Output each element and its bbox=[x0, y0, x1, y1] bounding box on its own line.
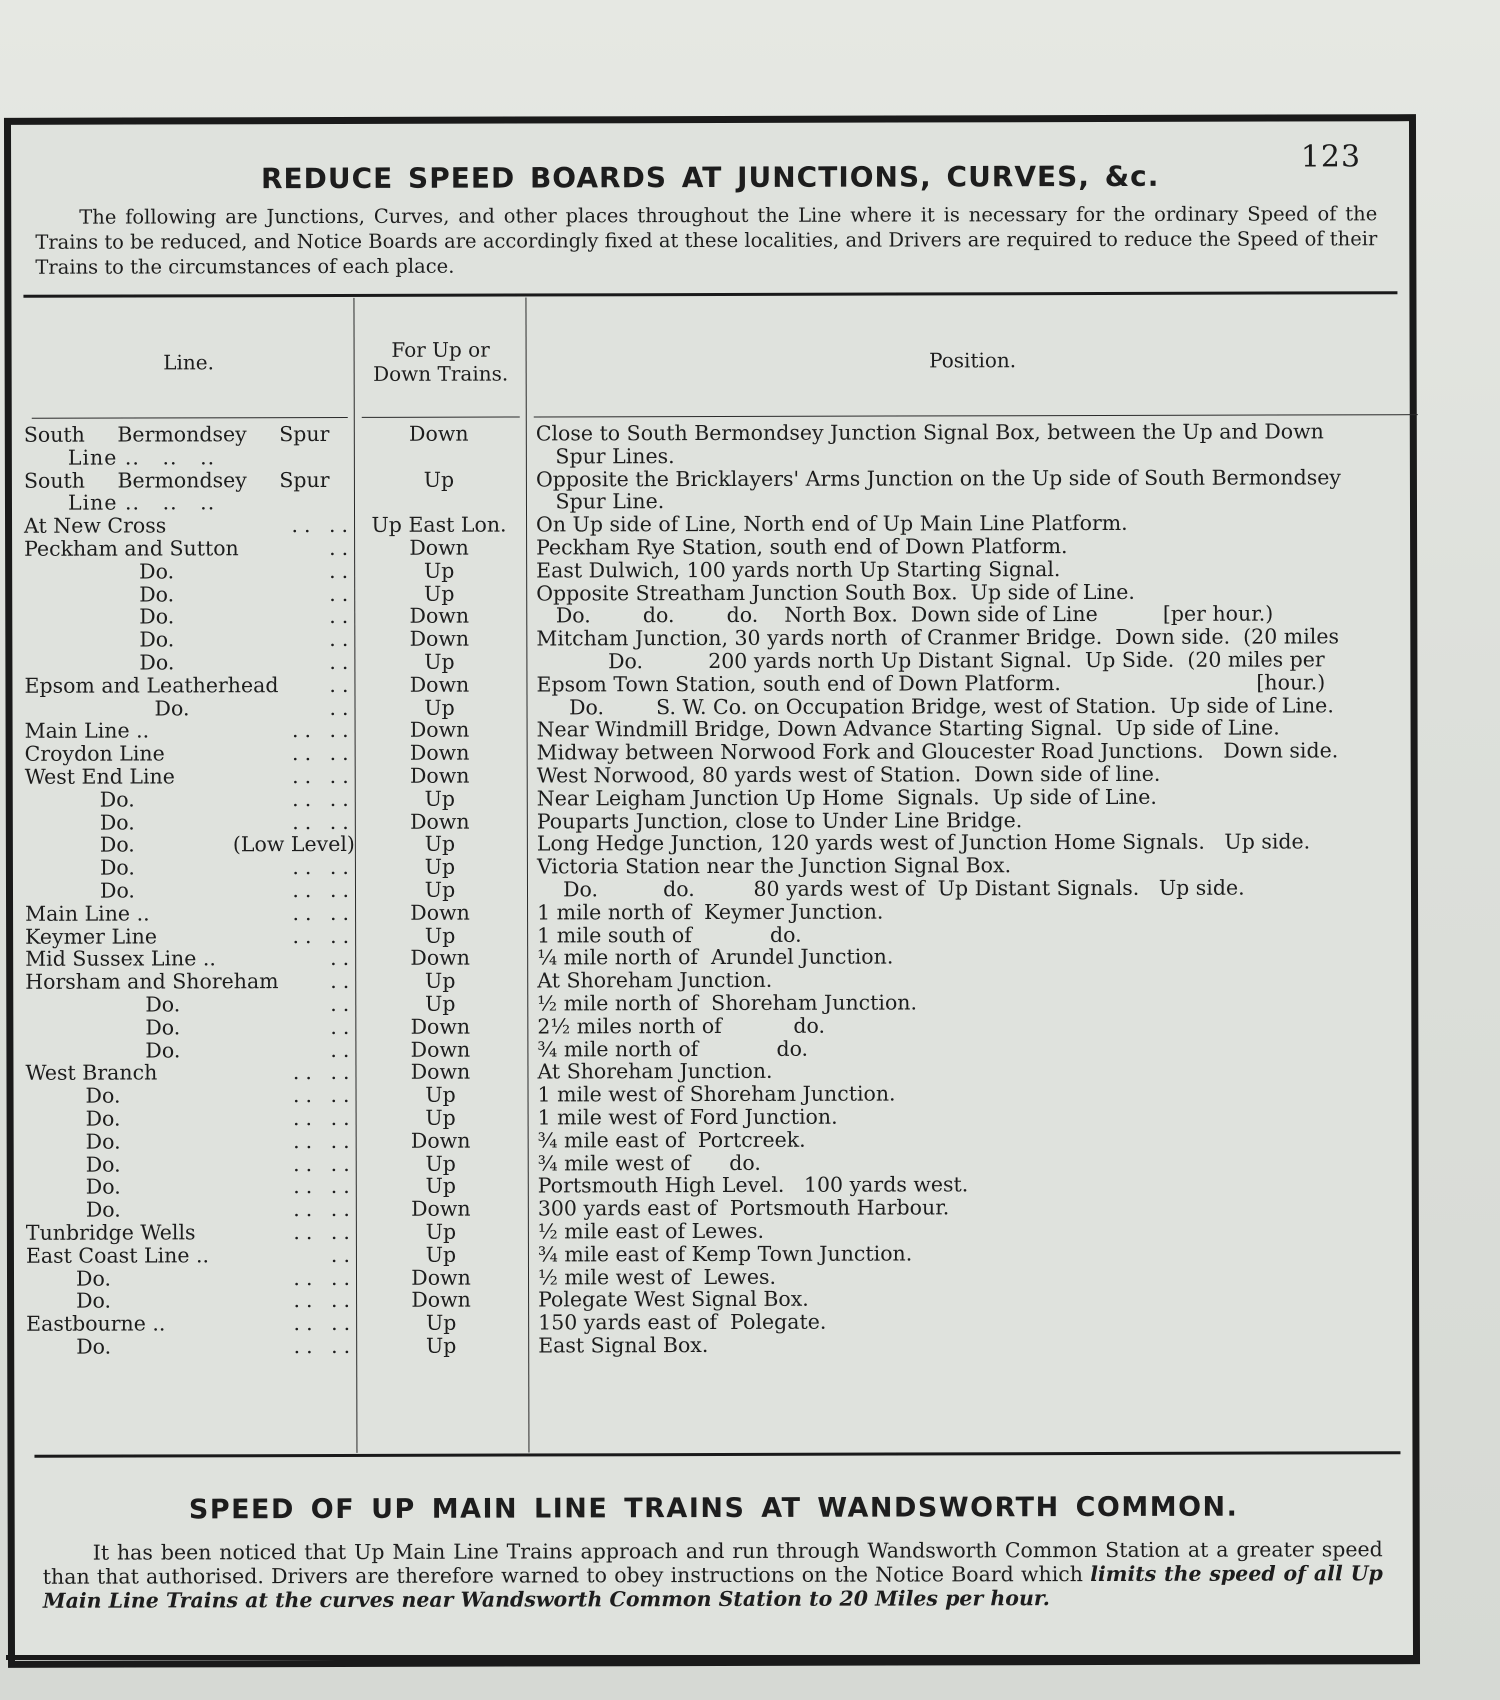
cell-direction: Down bbox=[410, 946, 470, 971]
line-name: Do. bbox=[99, 878, 135, 903]
line-name: Horsham and Shoreham bbox=[25, 969, 279, 994]
leader-dots: .. bbox=[330, 1014, 356, 1039]
cell-direction: Up bbox=[424, 877, 456, 902]
cell-direction: Up bbox=[425, 1310, 457, 1335]
cell-position: Do. S. W. Co. on Occupation Bridge, west of Station. Up side of Line. bbox=[536, 692, 1334, 720]
cell-position: At Shoreham Junction. bbox=[537, 1059, 773, 1084]
cell-position: At Shoreham Junction. bbox=[537, 968, 773, 993]
cell-line bbox=[25, 1037, 356, 1063]
leader-dots: .. .. bbox=[293, 1333, 357, 1359]
cell-direction: Up bbox=[423, 467, 455, 492]
line-name: Do. bbox=[76, 1288, 112, 1314]
cell-position: 1 mile north of Keymer Junction. bbox=[537, 899, 884, 925]
cell-direction: Down bbox=[411, 1265, 471, 1290]
leader-dots: .. .. bbox=[292, 877, 356, 903]
leader-dots: .. .. bbox=[293, 1174, 356, 1199]
cell-line bbox=[26, 1128, 356, 1154]
cell-position: Epsom Town Station, south end of Down Platform. [hour.) bbox=[536, 670, 1326, 697]
bordered-frame bbox=[4, 114, 1420, 1668]
cell-position: 300 yards east of Portsmouth Harbour. bbox=[537, 1195, 950, 1221]
leader-dots: .. bbox=[330, 1242, 356, 1267]
cell-direction: Up bbox=[424, 923, 456, 948]
line-name: Peckham and Sutton bbox=[24, 536, 239, 561]
line-name: South Bermondsey Spur bbox=[23, 422, 330, 447]
cell-line bbox=[25, 832, 355, 857]
cell-position: Long Hedge Junction, 120 yards west of Junction Home Signals. Up side. bbox=[536, 829, 1311, 856]
leader-dots: .. bbox=[330, 946, 356, 971]
cell-position: Pouparts Junction, close to Under Line Bridge. bbox=[536, 807, 1023, 834]
line-name: Keymer Line bbox=[25, 924, 158, 949]
cell-direction: Down bbox=[411, 1288, 471, 1313]
cell-position: Mitcham Junction, 30 yards north of Cranmer Bridge. Down side. (20 miles bbox=[536, 624, 1339, 651]
cell-position: ½ mile north of Shoreham Junction. bbox=[537, 990, 918, 1016]
line-name: Main Line .. bbox=[24, 718, 150, 744]
cell-line bbox=[25, 877, 356, 903]
line-name: Main Line .. bbox=[25, 901, 150, 926]
cell-line bbox=[25, 1219, 356, 1245]
cell-position: Peckham Rye Station, south end of Down Platform. bbox=[536, 534, 1068, 560]
leader-dots: .. bbox=[329, 535, 355, 561]
wandsworth-paragraph bbox=[43, 1537, 1383, 1613]
line-name: Do. bbox=[145, 1015, 181, 1040]
cell-position: ¾ mile west of do. bbox=[537, 1150, 761, 1176]
cell-direction: Up bbox=[423, 581, 455, 606]
cell-line bbox=[25, 1060, 356, 1086]
leader-dots: .. .. bbox=[293, 1151, 356, 1176]
cell-line bbox=[25, 900, 356, 926]
leader-dots: .. .. bbox=[293, 1128, 356, 1153]
cell-position: East Dulwich, 100 yards north Up Starting Signal. bbox=[536, 556, 1061, 583]
cell-direction: Up bbox=[425, 1242, 457, 1267]
leader-dots: .. .. bbox=[292, 1105, 356, 1131]
line-name: Do. bbox=[75, 1266, 111, 1291]
cell-line bbox=[25, 969, 356, 994]
cell-direction: Up bbox=[424, 786, 455, 811]
cell-direction: Down bbox=[410, 1060, 471, 1085]
cell-line bbox=[24, 672, 355, 698]
leader-dots: .. .. bbox=[293, 1311, 357, 1336]
line-name: East Coast Line .. bbox=[25, 1243, 210, 1268]
cell-direction: Up bbox=[424, 832, 456, 857]
page-title: REDUCE SPEED BOARDS AT JUNCTIONS, CURVES, &c. bbox=[260, 159, 1160, 196]
cell-line bbox=[25, 855, 355, 880]
header-rule bbox=[23, 291, 1397, 298]
cell-direction: Down bbox=[409, 604, 470, 629]
cell-direction: Down bbox=[409, 421, 469, 446]
header-direction bbox=[355, 301, 525, 421]
page-bottom-bar bbox=[6, 1655, 1418, 1660]
cell-line bbox=[26, 1333, 357, 1359]
cell-line bbox=[25, 1014, 356, 1040]
cell-position: East Signal Box. bbox=[538, 1333, 709, 1358]
cell-position: ¾ mile east of Kemp Town Junction. bbox=[537, 1241, 913, 1267]
leader-dots: .. .. bbox=[292, 763, 355, 789]
cell-position: Near Windmill Bridge, Down Advance Starting Signal. Up side of Line. bbox=[536, 715, 1280, 742]
leader-dots: .. .. bbox=[292, 741, 355, 766]
cell-position: On Up side of Line, North end of Up Main Line Platform. bbox=[536, 511, 1128, 537]
cell-direction: Down bbox=[410, 900, 470, 925]
cell-position-continued: Spur Line. bbox=[535, 489, 665, 514]
line-name: Do. bbox=[139, 650, 175, 675]
line-name: At New Cross bbox=[24, 513, 167, 538]
cell-line bbox=[23, 422, 354, 470]
cell-direction: Up bbox=[424, 649, 455, 674]
leader-dots: .. bbox=[330, 991, 356, 1016]
line-name: Do. bbox=[99, 810, 135, 835]
leader-dots: .. .. bbox=[292, 1060, 356, 1085]
cell-position: ¾ mile east of Portcreek. bbox=[537, 1127, 806, 1153]
line-name: Do. bbox=[85, 1129, 121, 1154]
cell-position: Midway between Norwood Fork and Gloucester Road Junctions. Down side. bbox=[536, 738, 1339, 765]
page-number: 123 bbox=[1300, 139, 1362, 175]
cell-direction: Down bbox=[410, 1014, 471, 1039]
cell-direction: Down bbox=[409, 718, 470, 743]
cell-position: Victoria Station near the Junction Signal Box. bbox=[536, 853, 1012, 879]
leader-dots: .. .. bbox=[291, 718, 355, 743]
section-title-wandsworth: SPEED OF UP MAIN LINE TRAINS AT WANDSWORTH COMMON. bbox=[188, 1491, 1239, 1526]
cell-line bbox=[24, 718, 355, 744]
cell-line bbox=[24, 741, 355, 766]
leader-dots: .. .. bbox=[292, 1083, 356, 1108]
line-name: South Bermondsey Spur bbox=[23, 467, 330, 493]
leader-dots: .. bbox=[329, 558, 355, 583]
cell-position: Portsmouth High Level. 100 yards west. bbox=[537, 1172, 969, 1198]
cell-line bbox=[26, 1151, 356, 1177]
cell-direction: Up bbox=[424, 854, 456, 879]
frame-content bbox=[23, 129, 1401, 1653]
cell-position-continued: Spur Lines. bbox=[535, 443, 675, 469]
cell-direction: Up bbox=[425, 1082, 456, 1107]
cell-position: Opposite Streatham Junction South Box. Up side of Line. bbox=[536, 579, 1135, 606]
cell-line bbox=[24, 627, 355, 652]
cell-direction: Down bbox=[410, 1037, 471, 1062]
line-name: Do. bbox=[99, 832, 135, 857]
cell-position: 2½ miles north of do. bbox=[537, 1013, 826, 1039]
leader-dots: .. .. bbox=[292, 900, 356, 925]
line-name: Do. bbox=[154, 695, 190, 721]
cell-direction: Down bbox=[409, 740, 470, 765]
line-name: West Branch bbox=[25, 1060, 158, 1086]
cell-position: Do. do. do. North Box. Down side of Line [per hour.) bbox=[536, 601, 1274, 628]
cell-direction: Down bbox=[409, 672, 470, 697]
cell-line bbox=[26, 1311, 357, 1336]
leader-dots: .. .. bbox=[293, 1219, 356, 1245]
cell-position: 1 mile west of Ford Junction. bbox=[537, 1104, 838, 1130]
cell-line bbox=[25, 809, 355, 835]
cell-direction: Up East Lon. bbox=[371, 512, 507, 538]
cell-direction: Down bbox=[409, 535, 469, 560]
cell-direction: Up bbox=[424, 968, 456, 993]
cell-line bbox=[26, 1197, 356, 1222]
line-name: Do. bbox=[85, 1152, 121, 1177]
line-name: Mid Sussex Line .. bbox=[25, 946, 216, 972]
line-name: Do. bbox=[145, 992, 181, 1017]
cell-position: Polegate West Signal Box. bbox=[538, 1287, 809, 1312]
line-name: Do. bbox=[76, 1334, 112, 1359]
cell-direction: Up bbox=[425, 1174, 457, 1199]
cell-position: ¾ mile north of do. bbox=[537, 1036, 809, 1062]
leader-dots: .. .. bbox=[292, 809, 355, 834]
cell-line bbox=[24, 581, 355, 607]
cell-line bbox=[26, 1174, 356, 1200]
leader-dots: .. .. bbox=[292, 855, 355, 880]
line-name: Do. bbox=[139, 604, 175, 629]
cell-direction: Up bbox=[425, 1333, 457, 1358]
line-name: Do. bbox=[99, 787, 135, 812]
cell-direction: Up bbox=[423, 558, 455, 583]
line-name: Do. bbox=[85, 1174, 121, 1200]
leader-dots: .. bbox=[330, 969, 356, 994]
leader-dots: .. .. bbox=[292, 923, 356, 948]
cell-line bbox=[26, 1288, 357, 1314]
line-name: Croydon Line bbox=[24, 741, 165, 766]
cell-position: ½ mile west of Lewes. bbox=[537, 1264, 777, 1290]
line-name: Do. bbox=[139, 559, 175, 584]
table-bottom-rule bbox=[34, 1451, 1400, 1458]
cell-direction: Down bbox=[410, 809, 470, 834]
leader-dots: .. bbox=[329, 627, 355, 652]
cell-position: 150 yards east of Polegate. bbox=[538, 1309, 827, 1335]
cell-line bbox=[26, 1105, 356, 1131]
line-name: Do. bbox=[145, 1037, 181, 1063]
cell-direction: Up bbox=[425, 1151, 456, 1176]
leader-dots: .. bbox=[329, 672, 355, 697]
cell-position: West Norwood, 80 yards west of Station. Down side of line. bbox=[536, 761, 1161, 788]
cell-position: ¼ mile north of Arundel Junction. bbox=[537, 944, 894, 970]
cell-position: Do. 200 yards north Up Distant Signal. Up Side. (20 miles per bbox=[536, 647, 1325, 674]
cell-position: 1 mile south of do. bbox=[537, 922, 802, 948]
line-note: (Low Level) bbox=[232, 832, 355, 857]
line-name: Do. bbox=[139, 627, 175, 652]
header-position: Position. bbox=[929, 348, 1017, 373]
line-name: West End Line bbox=[24, 764, 175, 789]
cell-line bbox=[25, 923, 356, 949]
cell-direction: Down bbox=[411, 1196, 471, 1221]
cell-line bbox=[24, 763, 355, 789]
cell-direction: Down bbox=[410, 1128, 471, 1153]
leader-dots: .. bbox=[329, 581, 355, 606]
cell-position: 1 mile west of Shoreham Junction. bbox=[537, 1081, 896, 1107]
cell-direction: Down bbox=[409, 626, 470, 651]
leader-dots: .. .. bbox=[293, 1288, 357, 1313]
cell-direction: Up bbox=[425, 1105, 456, 1130]
line-name: Do. bbox=[99, 855, 135, 880]
line-name: Do. bbox=[85, 1106, 121, 1131]
line-name: Do. bbox=[139, 582, 175, 607]
wandsworth-text: It has been noticed that Up Main Line Trains approach and run through Wandsworth Common Station at a greater speed than that authorised. Drivers are therefore warned to obey instructions on the Notice Board which bbox=[42, 1537, 1383, 1589]
line-name: Eastbourne .. bbox=[26, 1311, 166, 1336]
cell-line bbox=[24, 649, 355, 675]
leader-dots: .. .. bbox=[291, 513, 355, 538]
column-divider-2 bbox=[525, 297, 529, 1452]
cell-position: Opposite the Bricklayers' Arms Junction on the Up side of South Bermondsey bbox=[535, 464, 1341, 492]
cell-direction: Up bbox=[424, 695, 455, 720]
leader-dots: .. .. bbox=[293, 1265, 357, 1290]
cell-direction: Up bbox=[425, 1219, 457, 1244]
cell-direction: Down bbox=[409, 763, 470, 788]
header-line: Line. bbox=[163, 350, 215, 375]
line-name: Tunbridge Wells bbox=[25, 1220, 196, 1245]
leader-dots: .. bbox=[329, 604, 355, 629]
cell-line bbox=[24, 604, 355, 629]
line-name: Do. bbox=[85, 1197, 121, 1222]
leader-dots: .. bbox=[329, 695, 355, 720]
leader-dots: .. .. bbox=[293, 1197, 356, 1222]
line-name: Do. bbox=[85, 1083, 121, 1108]
cell-position: Close to South Bermondsey Junction Signal Box, between the Up and Down bbox=[535, 419, 1324, 446]
wandsworth-emphasis: limits the speed of all Up Main Line Trains at the curves near Wandsworth Common Station to 20 Miles per hour. bbox=[42, 1561, 1383, 1613]
cell-line bbox=[23, 467, 354, 516]
leader-dots: .. .. bbox=[292, 786, 355, 811]
intro-paragraph: The following are Junctions, Curves, and other places throughout the Line where it is necessary for the ordinary Speed of the Trains to be reduced, and Notice Boards are accordingly fixed at these localities, and Drivers are required to reduce the Speed of their Trains to the circumstances of each place. bbox=[35, 202, 1378, 279]
cell-direction: Up bbox=[425, 991, 456, 1016]
cell-position: ½ mile east of Lewes. bbox=[537, 1218, 765, 1244]
line-name-continued: Line .. .. .. bbox=[67, 445, 216, 470]
cell-position: Do. do. 80 yards west of Up Distant Signals. Up side. bbox=[536, 875, 1245, 902]
header-direction-text: For Up or Down Trains. bbox=[373, 337, 509, 386]
line-name: Epsom and Leatherhead bbox=[24, 672, 279, 698]
cell-position: Near Leigham Junction Up Home Signals. Up side of Line. bbox=[536, 784, 1157, 811]
leader-dots: .. bbox=[330, 1037, 356, 1062]
leader-dots: .. bbox=[329, 649, 355, 675]
line-name-continued: Line .. .. .. bbox=[67, 490, 216, 516]
